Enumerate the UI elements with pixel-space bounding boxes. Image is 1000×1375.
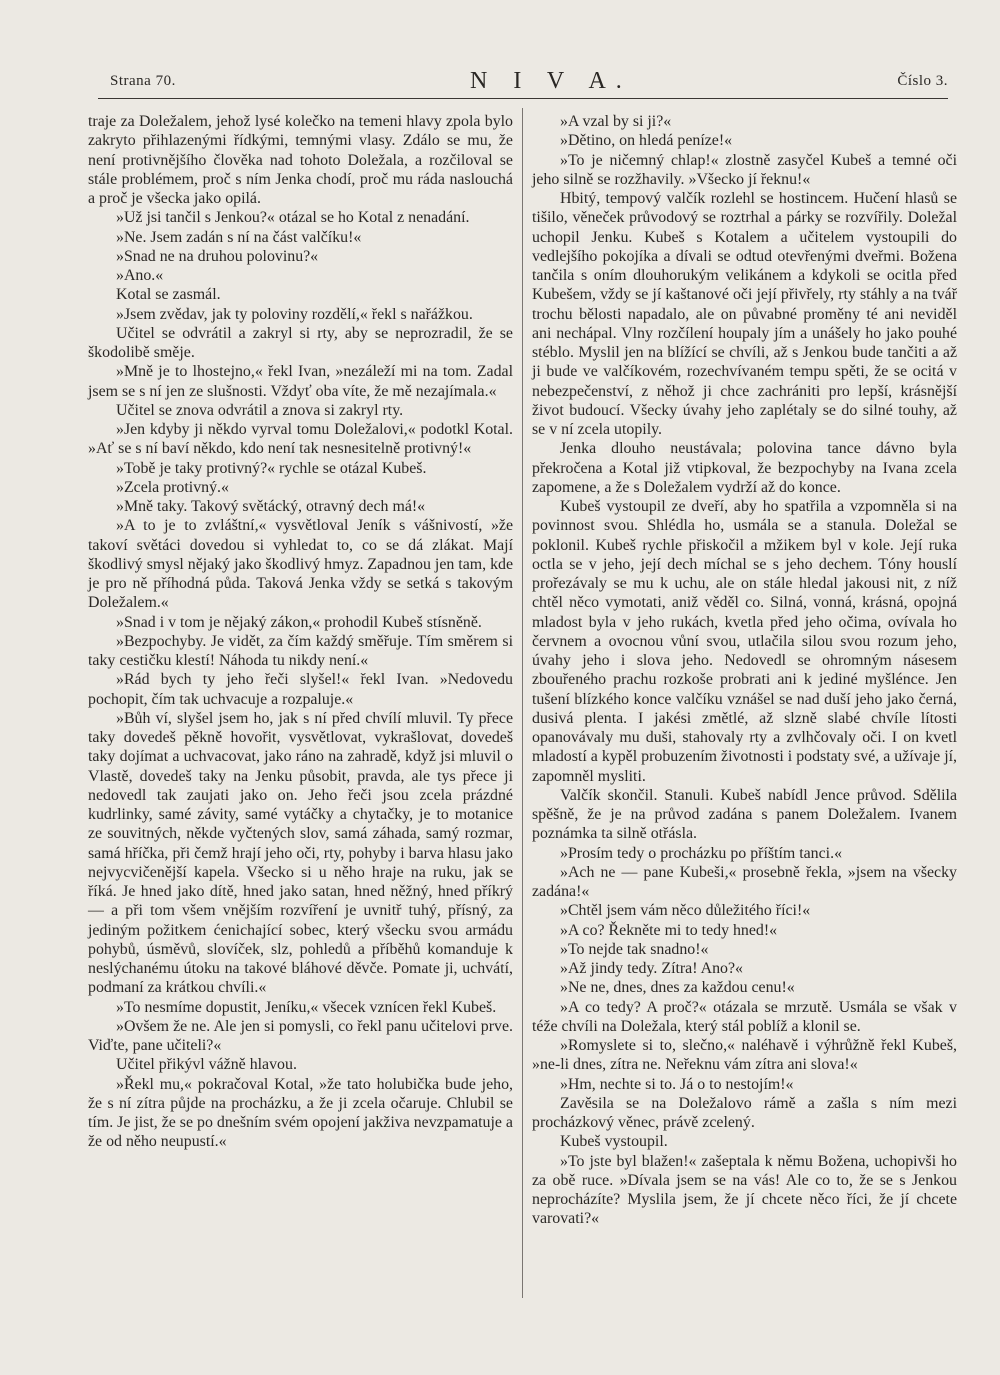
paragraph: »Jsem zvědav, jak ty poloviny rozdělí,« řekl s nařážkou. xyxy=(116,305,473,323)
paragraph: »To je ničemný chlap!« zlostně zasyčel Kubeš a temné oči jeho silně se rozžhavily. »Všecko jí řeknu!« xyxy=(532,151,957,188)
paragraph: »Prosím tedy o procházku po příštím tanci.« xyxy=(560,844,843,862)
page-number: Strana 70. xyxy=(110,73,176,89)
paragraph: »Řekl mu,« pokračoval Kotal, »že tato holubička bude jeho, že s ní zítra půjde na procházku, a že ji zcela očaruje. Chlubil se tím. Je jist, že se po dnešním svém opojení jakživa nevzpamatuje a že od něho neupustí.« xyxy=(88,1075,513,1151)
paragraph: Kubeš vystoupil. xyxy=(560,1133,668,1151)
paragraph: »Až jindy tedy. Zítra! Ano?« xyxy=(560,960,743,977)
paragraph: »Bůh ví, slyšel jsem ho, jak s ní před chvílí mluvil. Ty přece taky dovedeš pěkně hovořit, vysvětlovat, vykrašlovat, dovedeš taky dojímat a uchvacovat, jako ráno na zahradě, když jsi mluvil o Vlastě, dovedeš taky na Jenku působit, pravda, ale tys přece ji nedovedl tak zaujati jako on. Jeho řeči jsou zcela prázdné kudrlinky, samé závity, samé vytáčky a chytačky, je to motanice ze souvitných, někde vyčtených slov, samá záhada, samý rozmar, samá hříčka, při čemž hrají jeho oči, rty, pohyby i barva hlasu jako nejvycvičenější kapela. Všecko si u něho hraje na ruku, jak se říká. Je hned jako dítě, hned jako satan, hned něžný, hned příkrý — a při tom všem vnějším rozvíření je uvnitř tuhý, přísný, za jediným požitkem ćenichající sobec, který všecku svou armádu pohybů, úsměvů, slovíček, slz, pohledů a příběhů komanduje k neslýchanému útoku na takové bláhové děvče. Pomate ji, uchvátí, podmaní za krátkou chvíli.« xyxy=(88,709,513,997)
page-header xyxy=(110,68,948,96)
paragraph: »Ach ne — pane Kubeši,« prosebně řekla, »jsem na všecky zadána!« xyxy=(532,863,957,900)
paragraph: Hbitý, tempový valčík rozlehl se hostincem. Hučení hlasů se tišilo, věneček průvodový se roztrhal a párky se rozvířily. Doležal uchopil Jenku. Kubeš s Kotalem a učitelem vystoupili do vedlejšího pokojíka a dívali se odtud otevřenými dveřmi. Božena tančila s oním dlouhorukým velikánem a kdykoli se ocitla před Kubešem, vždy se jí kaštanové oči její přivřely, rty stáhly a na tvář trochu bělosti napadalo, ale on půvabné proměny té ani neviděl ani nechápal. Vlny rozčílení houpaly jím a unášely ho jako pouhé stéblo. Myslil jen na blížící se chvíli, až s Jenkou bude tančiti a až ji bude ve valčíkovém, rozechvívaném tempu spěti, že se ocitá v nebezpečenství, z něhož ji chce zachrániti pro lepší, krásnější život budoucí. Všecky úvahy jeho zaplétaly se do silné touhy, až se v ní zcela utopily. xyxy=(532,190,957,438)
paragraph: »To jste byl blažen!« zašeptala k němu Božena, uchopivši ho za obě ruce. »Dívala jsem se na vás! Ale co to, že se s Jenkou neprocházíte? Myslila jsem, že jí chcete něco říci, že jí chcete varovati?« xyxy=(532,1152,957,1228)
paragraph: »Ne ne, dnes, dnes za každou cenu!« xyxy=(560,979,795,997)
paragraph: Valčík skončil. Stanuli. Kubeš nabídl Jence průvod. Sdělila spěšně, že je na průvod zadána s panem Doležalem. Ivanem poznámka ta silně otřásla. xyxy=(532,786,957,843)
paragraph: »Zcela protivný.« xyxy=(116,478,229,496)
paragraph: »A to je to zvláštní,« vysvětloval Jeník s vášnivostí, »že takoví světáci dovedou si vyhledat to, co se dá zlákat. Mají škodlivý smysl nějaký jako škodlivý hmyz. Zapadnou jen tam, kde je pro ně příhodná půda. Taková Jenka vždy se setká s takovým Doležalem.« xyxy=(88,517,514,612)
column-divider xyxy=(522,108,523,1298)
paragraph: »Mně taky. Takový světácký, otravný dech má!« xyxy=(116,498,426,515)
paragraph: »A co? Řekněte mi to tedy hned!« xyxy=(560,921,778,939)
paragraph: »Jen kdyby ji někdo vyrval tomu Doležalovi,« podotkl Kotal. »Ať se s ní baví někdo, kdo není tak nesnesitelně protivný!« xyxy=(88,421,513,458)
paragraph: »Bezpochyby. Je vidět, za čím každý směřuje. Tím směrem si taky cestičku klestí! Náhoda tu nikdy není.« xyxy=(88,632,513,669)
paragraph: »Mně je to lhostejno,« řekl Ivan, »nezáleží mi na tom. Zadal jsem se s ní jen ze slušnosti. Vždyť oba víte, že mě nezajímala.« xyxy=(88,363,513,400)
paragraph: Kotal se zasmál. xyxy=(116,286,221,304)
paragraph: »Snad i v tom je nějaký zákon,« prohodil Kubeš stísněně. xyxy=(116,613,482,631)
paragraph: Zavěsila se na Doležalovo rámě a zašla s ním mezi procházkový věnec, právě zcelený. xyxy=(532,1094,957,1131)
paragraph: Kubeš vystoupil ze dveří, aby ho spatřila a vzpomněla si na povinnost svou. Shlédla ho, usmála se a stanula. Doležal se poklonil. Kubeš rychle přiskočil a mžikem byl v kole. Její ruka octla se v jeho, její dech míchal se s jeho dechem. Tóny houslí prořezávaly se mu k uchu, ale on stále hledal jakousi nit, z níž chtěl něco vymotati, aniž věděl co. Silná, vonná, krásná, opojná mladost byla v jeho rukách, kvetla před jeho očima, ovívala ho červnem a ovocnou vůní svou, utlačila silou svou rozum jeho, úvahy jeho i slova jeho. Nedovedl se ohromným násesem zbouřeného prachu rozkoše probrati ani k jediné myšlénce. Jen tušení blízkého konce valčíku vznášel se nad duší jeho jako černá, dusivá plenta. I jakési změtlé, až slzně slabé chvíle lítosti opanovávaly mu duši, stahovaly rty a zvlhčovaly oči. I on kvetl mladostí a kypěl probuzením životnosti i podstaty své, a užívaje jí, zapomněl mysliti. xyxy=(532,498,957,785)
paragraph: Učitel se znova odvrátil a znova si zakryl rty. xyxy=(116,401,404,419)
paragraph: »A co tedy? A proč?« otázala se mrzutě. Usmála se však v téže chvíli na Doležala, který stál poblíž a klonil se. xyxy=(532,998,957,1035)
paragraph: »Ano.« xyxy=(116,267,164,284)
paragraph: »Ne. Jsem zadán s ní na část valčíku!« xyxy=(116,228,362,246)
paragraph: »Snad ne na druhou polovinu?« xyxy=(116,247,319,265)
paragraph: »Už jsi tančil s Jenkou?« otázal se ho Kotal z nenadání. xyxy=(116,209,470,227)
paragraph: Jenka dlouho neustávala; polovina tance dávno byla překročena a Kotal již vtipkoval, že bezpochyby na Ivana zcela zapomene, a že s Doležalem vydrží až do konce. xyxy=(532,440,957,496)
paragraph: »A vzal by si ji?« xyxy=(560,113,672,130)
paragraph: Učitel se odvrátil a zakryl si rty, aby se neprozradil, že se škodolibě směje. xyxy=(88,324,513,361)
paragraph: »Dětino, on hledá peníze!« xyxy=(560,132,733,150)
paragraph: traje za Doležalem, jehož lysé kolečko na temeni hlavy zpola bylo zakryto přihlazenými řídkými, temnými vlasy. Zdálo se mu, že není protivnějšího člověka nad tohoto Doležala, a rozčiloval se stále problémem, proč s ním Jenka chodí, proč mu ráda naslouchá a proč je všecka jako opilá. xyxy=(88,113,513,207)
paragraph: »Romyslete si to, slečno,« naléhavě i výhrůžně řekl Kubeš, »ne-li dnes, zítra ne. Neřeknu vám zítra ani slova!« xyxy=(532,1037,957,1074)
paragraph: »To nesmíme dopustit, Jeníku,« všecek vznícen řekl Kubeš. xyxy=(116,998,497,1016)
issue-number: Číslo 3. xyxy=(897,73,948,89)
paragraph: »Chtěl jsem vám něco důležitého říci!« xyxy=(560,902,811,920)
left-column xyxy=(88,112,513,1152)
right-column xyxy=(532,112,957,1229)
paragraph: »Hm, nechte si to. Já o to nestojím!« xyxy=(560,1075,794,1093)
paragraph: »To nejde tak snadno!« xyxy=(560,940,709,958)
paragraph: Učitel přikývl vážně hlavou. xyxy=(116,1056,297,1074)
paragraph: »Ovšem že ne. Ale jen si pomysli, co řekl panu učitelovi prve. Viďte, pane učiteli?« xyxy=(88,1017,513,1054)
paragraph: »Tobě je taky protivný?« rychle se otázal Kubeš. xyxy=(116,459,427,477)
journal-title: N I V A. xyxy=(470,68,632,94)
paragraph: »Rád bych ty jeho řeči slyšel!« řekl Ivan. »Nedovedu pochopit, čím tak uchvacuje a rozpaluje.« xyxy=(88,671,513,708)
header-rule xyxy=(98,98,948,99)
